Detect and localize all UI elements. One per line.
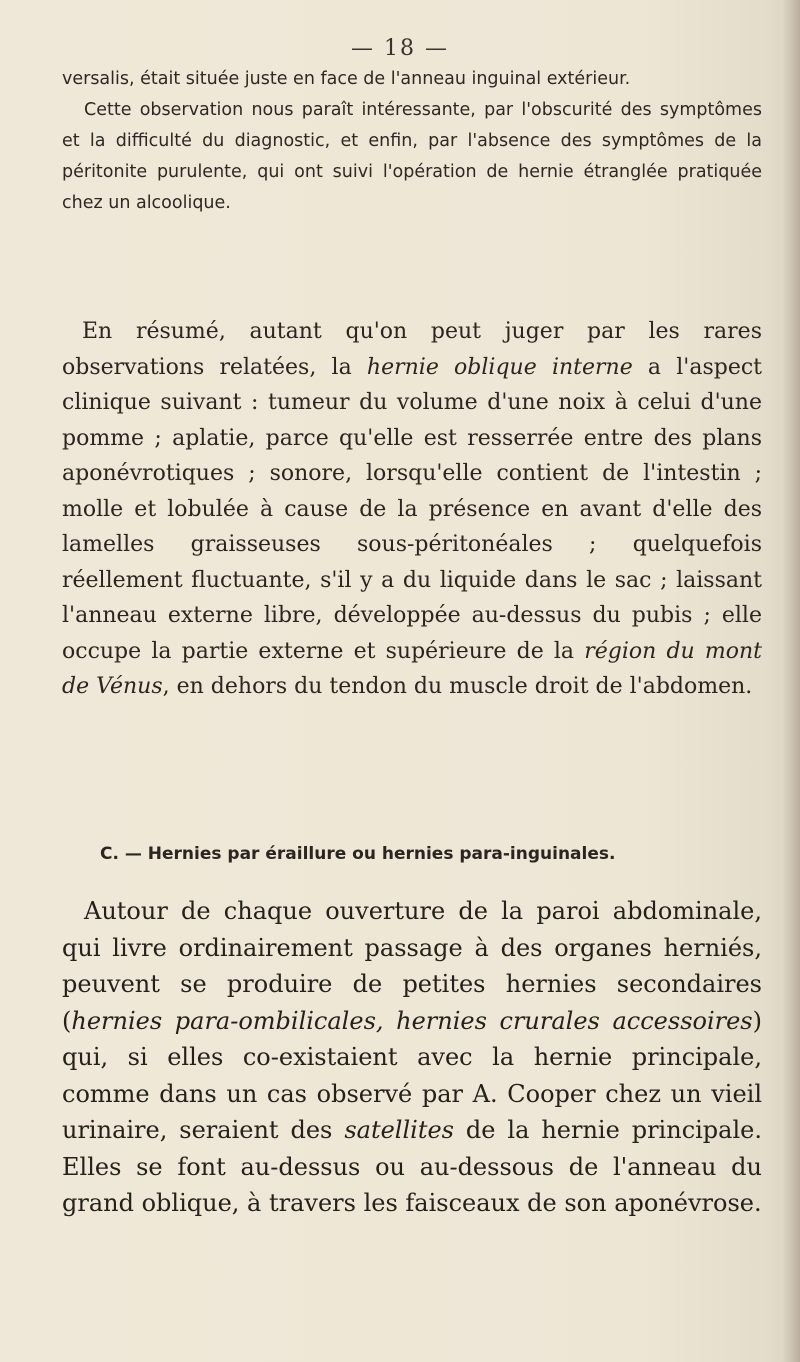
- summary-part-3: , en dehors du tendon du muscle droit de l'abdomen.: [162, 674, 753, 699]
- para-italic-2: satellites: [344, 1116, 454, 1144]
- para-italic-1: hernies para-ombilicales, hernies crurales accessoires: [71, 1006, 753, 1035]
- page-number: — 18 —: [351, 36, 449, 61]
- paragraph-summary: [62, 314, 762, 705]
- para-inguinal-text: [62, 893, 762, 1222]
- page-edge-shadow: [782, 0, 800, 1362]
- para-part-1: Autour de chaque ouverture de la paroi abdominale, qui livre ordinairement passage à des organes herniés, peuvent se produire de petites hernies secondaires (: [62, 897, 762, 1035]
- summary-italic-2: région du mont de Vénus: [62, 638, 762, 699]
- summary-part-1: En résumé, autant qu'on peut juger par les rares observations relatées, la: [62, 319, 762, 380]
- summary-italic-1: hernie oblique interne: [366, 354, 633, 380]
- paragraph-continuation: versalis, était située juste en face de l'anneau inguinal extérieur.: [62, 69, 631, 89]
- observation-text: [62, 64, 762, 219]
- paragraph-observation: Cette observation nous paraît intéressante, par l'obscurité des symptômes et la difficulté du diagnostic, et enfin, par l'absence des symptômes de la péritonite purulente, qui ont suivi l'opération de hernie étranglée pratiquée chez un alcoolique.: [62, 100, 762, 213]
- summary-text: [62, 314, 762, 705]
- paragraph-para-inguinal: [62, 893, 762, 1222]
- summary-part-2: a l'aspect clinique suivant : tumeur du volume d'une noix à celui d'une pomme ; aplatie, parce qu'elle est resserrée entre des plans aponévrotiques ; sonore, lorsqu'elle contient de l'intestin ; molle et lobulée à cause de la présence en avant d'elle des lamelles graisseuses sous-péritonéales ; quelquefois réellement fluctuante, s'il y a du liquide dans le sac ; laissant l'anneau externe libre, développée au-dessus du pubis ; elle occupe la partie externe et supérieure de la: [62, 354, 763, 664]
- para-part-3: de la hernie principale. Elles se font au-dessus ou au-dessous de l'anneau du grand oblique, à travers les faisceaux de son aponévrose.: [62, 1116, 762, 1217]
- para-part-2: ) qui, si elles co-existaient avec la hernie principale, comme dans un cas observé par A. Cooper chez un vieil urinaire, seraient des: [62, 1006, 762, 1144]
- section-heading: C. — Hernies par éraillure ou hernies para-inguinales.: [100, 844, 616, 864]
